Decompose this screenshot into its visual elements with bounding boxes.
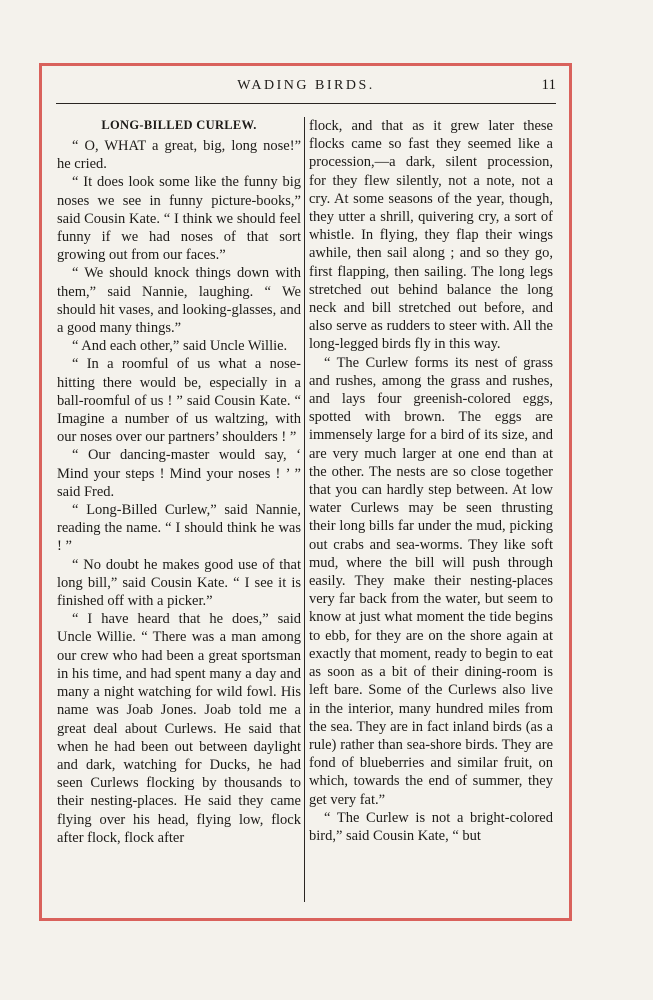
- section-title: LONG-BILLED CURLEW.: [101, 118, 257, 132]
- page-header: [56, 74, 556, 104]
- right-column: [309, 117, 553, 907]
- header-rule: [56, 103, 556, 104]
- paragraph: “ The Curlew is not a bright-colored bird,” said Cousin Kate, “ but: [309, 809, 553, 844]
- paragraph: “ No doubt he makes good use of that long bill,” said Cousin Kate. “ I see it is finished off with a picker.”: [57, 556, 301, 610]
- paragraph: “ It does look some like the funny big noses we see in funny picture-books,” said Cousin Kate. “ I think we should feel funny if we had noses of that sort growing out from our faces.”: [57, 174, 301, 264]
- paragraph-continuation: flock, and that as it grew later these flocks came so fast they seemed like a procession,—a dark, silent procession, for they flew silently, not a note, not a cry. At some seasons of the year, though, they utter a shrill, quivering cry, a sort of whistle. In flying, they flap their wings awhile, then sail along ; and so they go, first flapping, then sailing. The long legs stretched out behind balance the long neck and bill stretched out before, and also serve as rudders to steer with. All the long-legged birds fly in this way.: [309, 118, 553, 353]
- paragraph: “ I have heard that he does,” said Uncle Willie. “ There was a man among our crew who had been a great sportsman in his time, and had spent many a day and many a night watching for wild fowl. His name was Joab Jones. Joab told me a great deal about Curlews. He said that when he had been out between daylight and dark, watching for Ducks, he had seen Curlews flocking by thousands to their nesting-places. He said they came flying over his head, flying low, flock after flock, flock after: [57, 611, 301, 846]
- column-divider: [304, 117, 305, 902]
- paragraph: “ O, WHAT a great, big, long nose!” he cried.: [57, 138, 301, 173]
- running-head: WADING BIRDS.: [237, 78, 375, 93]
- paragraph: “ The Curlew forms its nest of grass and rushes, among the grass and rushes, and lays four greenish-colored eggs, spotted with brown. The eggs are immensely large for a bird of its size, and are very much larger at one end than at the other. The nests are so close together that you can hardly step between. At low water Curlews may be seen thrusting their long bills far under the mud, picking out crabs and sea-worms. They like soft mud, where the bill will push through easily. They make their nesting-places very far back from the water, but seem to know at just what moment the tide begins to ebb, for they are on the shore again at exactly that moment, ready to begin to eat as soon as a bit of their dining-room is left bare. Some of the Curlews also live in the interior, many hundred miles from the sea. They are in fact inland birds (as a rule) rather than sea-shore birds. They are fond of blueberries and similar fruit, on which, towards the end of summer, they get very fat.”: [309, 354, 554, 808]
- paragraph: “ We should knock things down with them,” said Nannie, laughing. “ We should hit vases, and looking-glasses, and a good many things.”: [57, 265, 301, 337]
- paragraph: “ In a roomful of us what a nose-hitting there would be, especially in a ball-roomful of us ! ” said Cousin Kate. “ Imagine a number of us waltzing, with our noses over our partners’ shoulders ! ”: [57, 356, 301, 446]
- page-number: 11: [541, 77, 556, 93]
- paragraph: “ Long-Billed Curlew,” said Nannie, reading the name. “ I should think he was ! ”: [57, 502, 301, 555]
- paragraph: “ And each other,” said Uncle Willie.: [72, 338, 288, 355]
- paragraph: “ Our dancing-master would say, ‘ Mind your steps ! Mind your noses ! ’ ” said Fred.: [57, 447, 301, 500]
- left-column: [57, 117, 301, 907]
